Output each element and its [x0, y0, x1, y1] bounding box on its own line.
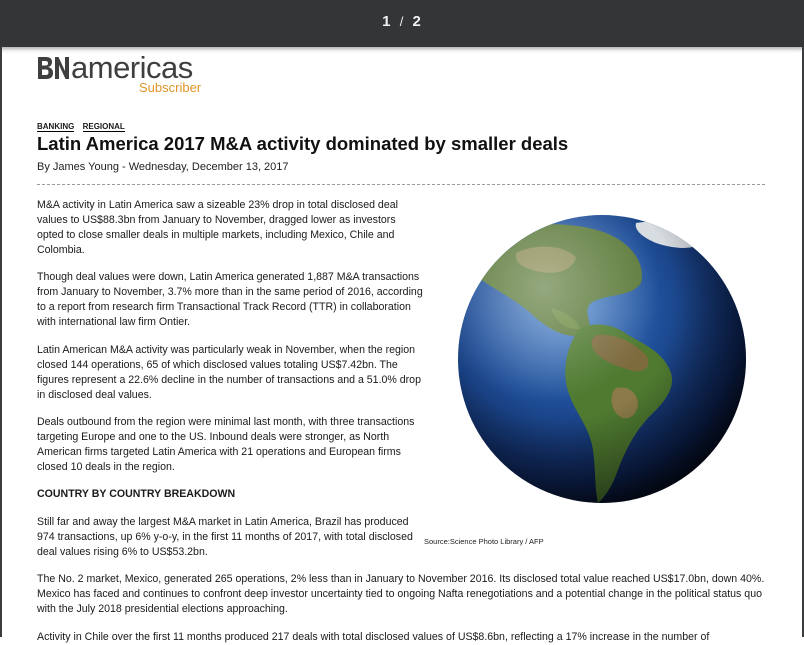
paragraph: M&A activity in Latin America saw a sizeable 23% drop in total disclosed deal values to US$88.3bn from January to November, dragged lower as investors opted to close smaller deals in multiple markets, including Mexico, Chile and Colombia.: [37, 199, 398, 256]
left-gutter: [0, 47, 2, 637]
total-pages: 2: [412, 13, 422, 30]
earth-globe-icon: [456, 213, 748, 505]
tag-regional[interactable]: REGIONAL: [82, 122, 125, 131]
brand-name: americas: [71, 50, 193, 85]
paragraph: Latin American M&A activity was particularly weak in November, when the region closed 144 operations, 65 of which disclosed values totaling US$7.42bn. The figures represent a 22.6% decline in the number of transactions and a 51.0% drop in disclosed deal values.: [37, 344, 421, 401]
paragraph: Deals outbound from the region were minimal last month, with three transactions targeting Europe and one to the US. Inbound deals were stronger, as North American firms targeted Latin America with 21 operations and European firms closed 10 deals in the region.: [37, 416, 415, 473]
subscriber-label: Subscriber: [139, 80, 202, 95]
paragraph: Activity in Chile over the first 11 months produced 217 deals with total disclosed values of US$8.6bn, reflecting a 17% increase in the number of: [37, 631, 710, 643]
bnamericas-logo: [37, 50, 202, 95]
current-page: 1: [382, 13, 392, 30]
tag-banking[interactable]: BANKING: [37, 122, 75, 131]
page-counter: [0, 13, 804, 30]
paragraph: The No. 2 market, Mexico, generated 265 operations, 2% less than in January to November 2016. Its disclosed total value reached US$17.0bn, down 40%. Mexico has faced and continues to confront deep investor uncertainty tied to ongoing Nafta renegotiations and a potential change in the political status quo with the July 2018 presidential elections approaching.: [37, 573, 765, 615]
globe-image: [456, 213, 748, 510]
paragraph: Still far and away the largest M&A market in Latin America, Brazil has produced 974 transactions, up 6% y-o-y, in the first 11 months of 2017, with total disclosed deal values rising 6% to US$53.2bn.: [37, 516, 413, 558]
article-byline: By James Young - Wednesday, December 13, 2017: [37, 161, 289, 173]
image-caption: Source:Science Photo Library / AFP: [424, 537, 544, 546]
paragraph: Though deal values were down, Latin America generated 1,887 M&A transactions from January to November, 3.7% more than in the same period of 2016, according to a report from research firm Transactional Track Record (TTR) in collaboration with international law firm Ontier.: [37, 271, 423, 328]
article-tags: [37, 122, 131, 131]
page-separator: /: [399, 14, 405, 29]
divider: [37, 184, 765, 185]
section-heading: COUNTRY BY COUNTRY BREAKDOWN: [37, 488, 236, 500]
article-title: Latin America 2017 M&A activity dominated by smaller deals: [37, 133, 569, 154]
bn-logo-mark: [37, 56, 71, 80]
viewer-toolbar: [0, 0, 804, 47]
